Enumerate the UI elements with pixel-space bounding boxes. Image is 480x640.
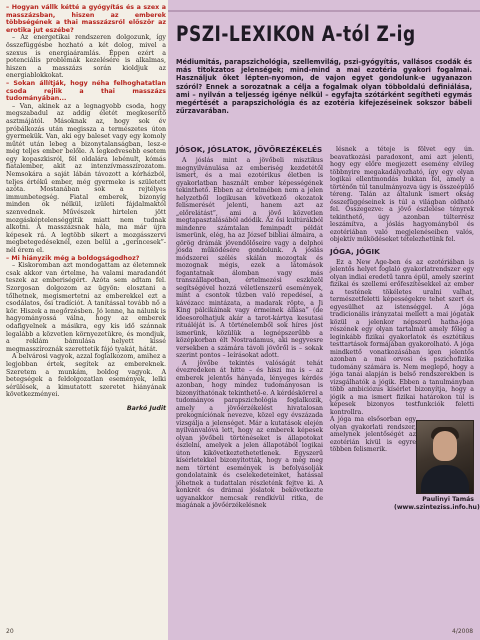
- author-website: (www.szinteziss.info.hu): [394, 503, 480, 511]
- lexicon-title: PSZI-LEXIKON A-tól Z-ig: [176, 22, 416, 47]
- page-number: 20: [6, 628, 14, 635]
- author-credit: [394, 496, 480, 511]
- interview-column: [6, 4, 166, 634]
- lexicon-paragraph: Ez a New Age-ben és az ezotériában is jelentős helyet foglaló gyakorlatrendszer egy olyan indiai eredetű tanra épül, amely szerint fizikai és szellemi erőfeszítésekkel az ember a testének tökéletes uralni valhat, természetfeletti képességekre tehet szert és egyesülhet az istenséggel. A jóga tradicionális irányzatai mellett a mai jógatak közül a jelenkor népszerű hatha-jóga részének egy olyan tartalmát amely főleg a leginkább fizikai gyakorlatok és esztétikus testtartások formájában gyakorolható. A jóga mindkettő vonatkozásában igen jelentős azonban a mai orvosi és pszichofizika tudomány számára is. Nem meglepő, hogy a jóga tanai alapján is belső rendszerekben is vizsgálhatók a jógik. Ebben a tanulmányban több ambiciózus kísérlet bizonyítja, hogy a jógik a ma ismert fizikai határokon túl is képesek bizonyos testfunkciók feletti kontrollra.: [330, 258, 474, 416]
- lexicon-column-left: [176, 146, 323, 510]
- lexicon-intro: Médiumitás, parapszichológia, szellemvilág, pszi-gyógyítás, vallásos csodák és más titokzatos jelenségek; mind-mind a mai ezotéria gyakori fogalmai. Használjuk őket lépten-nyomon, de vajon egyet gondolunk-e ugyanazon szóról? Ennek a sorozatnak a célja a fogalmak olyan többoldalú definiálása, ami – nyilván a teljesség igénye nélkül – egyfajta szótárként segítheti egymás megértését a parapszichológia és az ezotéria kifejezéseinek sokszor bábeli zűrzavarában.: [176, 58, 472, 116]
- top-divider: [168, 10, 480, 12]
- photo-face: [433, 431, 457, 461]
- author-photo: [416, 420, 474, 494]
- interview-answer: – Van, akinek az a legnagyobb csoda, hogy megszabadul az addig életét megkeserítő asztmájától. Másoknak az, hogy sok év próbálkozás után megissza a természetes úton gyermekük. Van, aki egy baleset vagy egy komoly műtét után lebeg a bizonytalanságban, lesz-e még teljes ember belőle. A legkedvesebb esetem egy kopaszkisról, fél oldalára lebénult, kómás fiatalember, akit az intenzívmasszírozatom. Nemsokára a saját lábán távozott a kórházból, teljes értékű ember, még gyermeke is született azóta. Mostanában sok a rejtélyes immunbetegség. Fiatal emberek, bizonyíg minden ok nélkül, izületi fájdalmaktól szenvednek. Művészek hirtelen jött mozgásképtelenséggitik miatt nem tudnak alkotni. A masszázsnak hála, ma már újra képesek rá. A legtöbb sikert a mozgásszervi megbetegedéseknél, ezen belül a „gerincesek”-nél érem el.: [6, 102, 166, 254]
- interview-question: – Sokan állítják, hogy néha felhoghatatlan csoda rejlik a thai masszázs tudományában...: [6, 79, 166, 103]
- section-heading-josok: JÓSOK, JÓSLATOK, JÖVŐREZÉKELÉS: [176, 145, 323, 154]
- interview-question: – Hogyan vállk kétté a gyógyítás és a szex a masszázsban, hiszen az emberek többségének a thai masszázsról először az erotika jut eszébe?: [6, 4, 166, 34]
- interview-signature: Barkó Judit: [126, 404, 166, 412]
- interview-question: – Mi hiányzik még a boldogságodhoz?: [6, 254, 140, 262]
- interview-answer: – Kiskoromban azt mondogattam az életemnek csak akkor van értelme, ha valami maradandót teszek az emberiségért. Azóta sem adtam fel. Szorgosan dolgozom az ügyön: elosztani a tőlhetnek, megismertetni az emberekkel ezt a csodálatos, ősi tradíciót. A tanítással tovább nő a kör. Hiszek a megőrzésben. Jó lenne, ha nálunk is hagyományossá válna, hogy az emberek odafigyelnek a másikra, egy kis idő szánnak legalább a közvetlen környezetükre, és mondjuk, a reklám bámulása helyett kissé megmasszíroznák szerettetik fájó tyakát, hátát.: [6, 262, 166, 353]
- author-block: [330, 416, 480, 511]
- lexicon-paragraph: A jóga ma elsősorban egy olyan gyakorlati rendszer, amelynek jelentőségét az ezotérián kívül is egyre többen felismerik.: [330, 416, 416, 454]
- interview-answer: A belvárosi vagyok, azzal foglalkozom, amihez a legjobban értek, segítek az embereknek. Szeretem a munkám, boldog vagyok. A betegségek a feldolgozatlan események, lelki sérülések, a kimutatott szeretet hiányának következményei.: [6, 353, 166, 399]
- author-name: Paulinyi Tamás: [422, 496, 474, 504]
- issue-tag: 4/2008: [452, 628, 474, 635]
- photo-shoulders: [421, 465, 469, 493]
- lexicon-paragraph: A jövőbe tekintés valóságát tehát évezredeken át hitte – és hiszi ma is – az emberek jelentős hányada, lényeges kérdés azonban, hogy mindez tudományosan is bizonyíthatónak tekinthető-e. A kérdéskörrel a tudományos parapszichológia foglalkozik, amely a jövőérzékelést hivatalosan prekogníciónak nevezve, közel egy évszázada vizsgálja a jelenséget. Már a kutatások elején nyilvánvalóvá lett, hogy az emberek képesek olyan jövőbeli történéseket is állapotokat észlelni, amelyek a jelen állapotából logikai úton kikövetkeztethetetlenek. Egyszerű kísérletekkel bizonyították, hogy a még meg nem történt események is befolyásolják gondolataink és cselekedeteinket, hatással jöhetnek a tudattalan részleténk fejtve ki. A konkrét és drámai jóslatok bekövetkezte ugyanakkor nemcsak rendkívül ritka, de magának a jövőérzékelésnek: [176, 359, 323, 510]
- lexicon-column-right: [330, 146, 480, 511]
- section-heading-joga: JÓGA, JÓGIK: [330, 246, 380, 256]
- lexicon-paragraph: lésnek a téteje is fölvet egy ún. beavatkozási paradoxont, ami azt jelenti, hogy egy előre megjezett esemény elvileg többnyire megakadályozható, így egy olyan logikai ellentmondás bukkan fel, amely a történőn túl tanulmányozva úgy is összeépülő téreng. Talán az általunk ismert okság összefüggéseinek is túl a világban oldható fel. Összegezve: a jövő észlelése tényrek tekinthető, úgy azonban túlterrész leszámítva, a jóslás hagyományból és ezotériában való megjelenéseiben valós, objektív működéseket tételezhetünk fel.: [330, 146, 474, 243]
- interview-answer: – Az energetikai rendszeren dolgozunk, így összefüggésbe hozható a két dolog, mivel a szexus is energiaáramlás. Éppen ezért a potenciális problémák kezelésére is alkalmas, hiszen a masszázs során kioldjuk az energiablokkokat.: [6, 34, 166, 80]
- lexicon-panel: [168, 0, 480, 640]
- lexicon-paragraph: A jóslás mint a jövőbeli misztikus megnyilvánulása az emberiség kezdetétől ismert, és a mai ezotérikus életben is gyakorlatban használt ember képességének tekinthető. Ebben az értelmében nem a jelen helyzetből logikusan következő okozatok felismerését jelenti, hanem azt az „előrelátást”, ami a jövő közvetlen megtapasztalásából adódik. Az ősi kultúrákból mindenre számtalan feminpadt példát ismerünk, elég, ha az József bibliai álmaira, a görög drámák jövendölőseire vagy a delphoi jósda működésére gondolunk. A jóslás módszerei szélés skálán mozogtak és mozognak mégis, ezek a látomások fogantatnak álomban vagy más transzállapotban, értelmezési eszközöl segítségével hozzá véletlenszerű események, mint a csontok tűzben való repedései, a kávézacc mintázata, a madarak röpte, a Ji King pálcikáinak vagy érmeinek állása” (de ideesorolhatjuk akár a tarot-kártya kesutasi rituáléját is. A történelemből sok híres jóst ismerünk, közülük a legnépszerűbb a középkorban élt Nostradamus, aki negyvesre versekben a számára távoli jövőről is – sokak szerint pontos – leírásokat adott.: [176, 157, 323, 360]
